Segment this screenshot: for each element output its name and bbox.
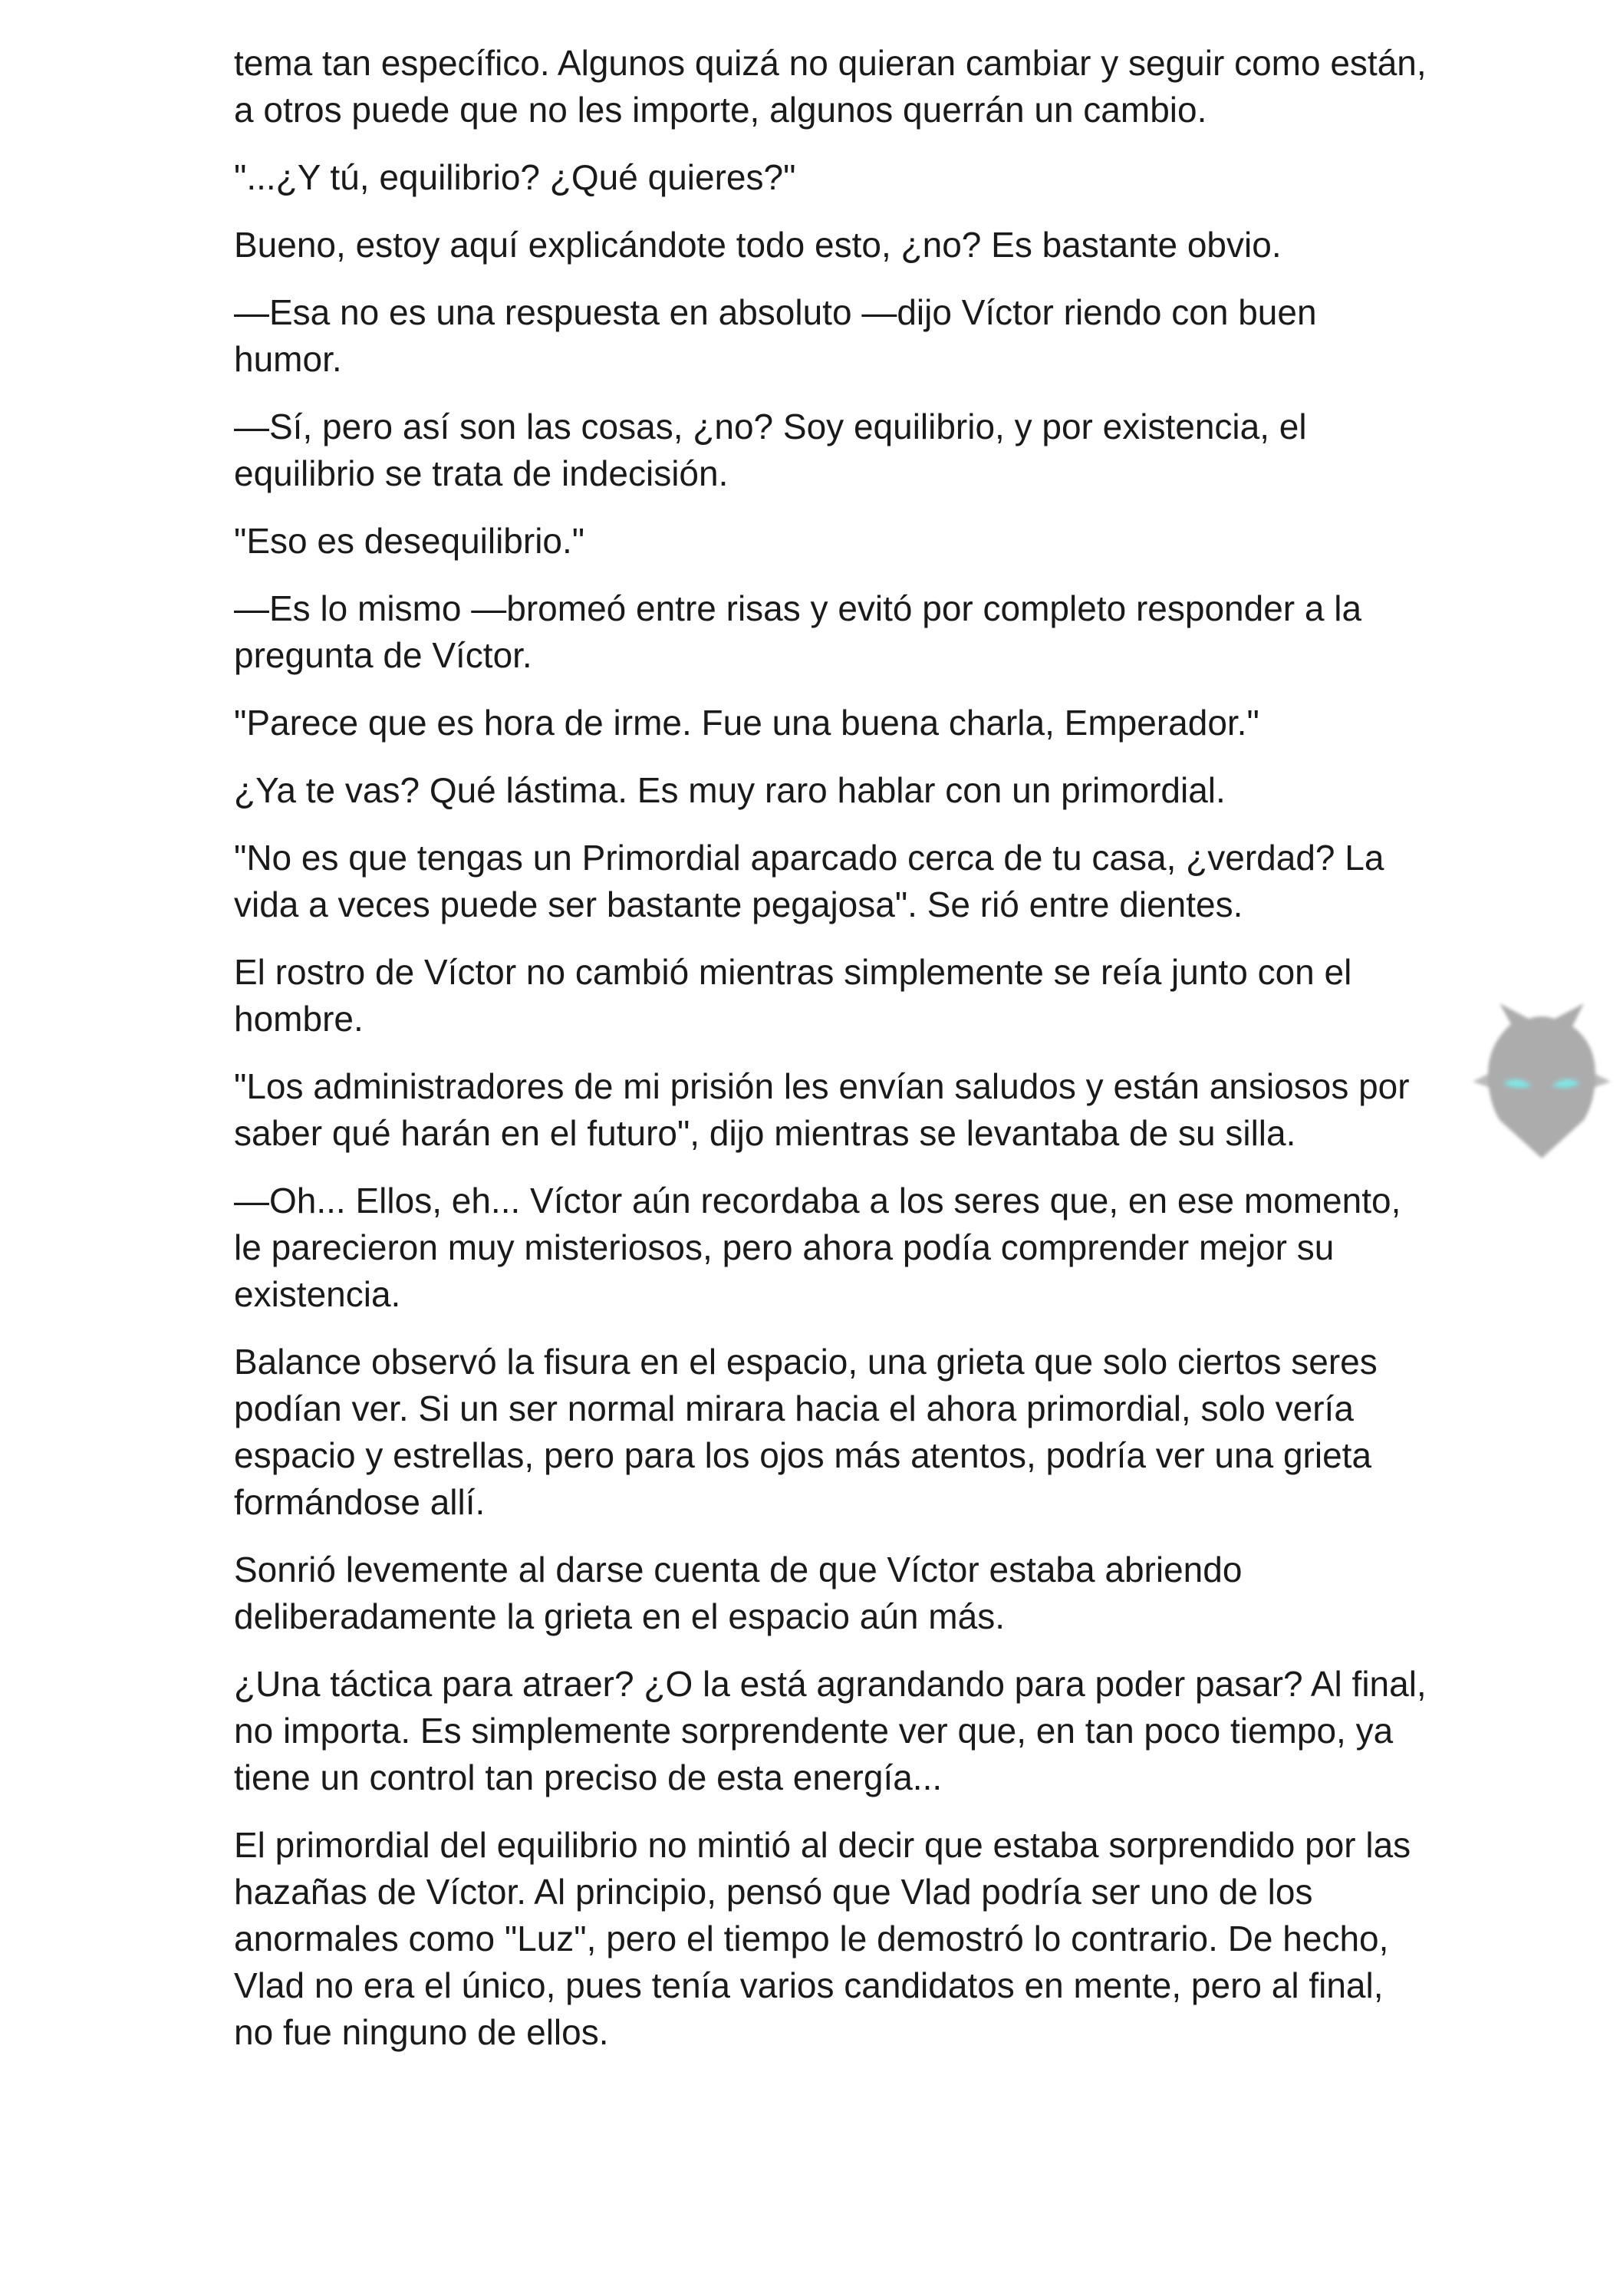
document-body [234,40,1430,2077]
paragraph: Bueno, estoy aquí explicándote todo esto, ¿no? Es bastante obvio. [234,225,1282,265]
paragraph: "Los administradores de mi prisión les envían saludos y están ansiosos por saber qué harán en el futuro", dijo mientras se levantaba de su silla. [234,1066,1410,1153]
paragraph: —Sí, pero así son las cosas, ¿no? Soy equilibrio, y por existencia, el equilibrio se trata de indecisión. [234,407,1307,493]
paragraph: "Parece que es hora de irme. Fue una buena charla, Emperador." [234,703,1259,743]
paragraph: —Esa no es una respuesta en absoluto —dijo Víctor riendo con buen humor. [234,292,1317,379]
paragraph: "No es que tengas un Primordial aparcado cerca de tu casa, ¿verdad? La vida a veces puede ser bastante pegajosa". Se rió entre dientes. [234,838,1384,924]
paragraph: tema tan específico. Algunos quizá no quieran cambiar y seguir como están, a otros puede que no les importe, algunos querrán un cambio. [234,43,1427,130]
paragraph: ¿Ya te vas? Qué lástima. Es muy raro hablar con un primordial. [234,770,1226,810]
paragraph: ¿Una táctica para atraer? ¿O la está agrandando para poder pasar? Al final, no importa. Es simplemente sorprendente ver que, en tan poco tiempo, ya tiene un control tan preciso de esta energía... [234,1664,1427,1797]
paragraph: "...¿Y tú, equilibrio? ¿Qué quieres?" [234,157,796,197]
paragraph: "Eso es desequilibrio." [234,521,585,561]
paragraph: Balance observó la fisura en el espacio, una grieta que solo ciertos seres podían ver. Si un ser normal mirara hacia el ahora primordial, solo vería espacio y estrellas, pero para los ojos más atentos, podría ver una grieta formándose allí. [234,1342,1378,1522]
paragraph: Sonrió levemente al darse cuenta de que Víctor estaba abriendo deliberadamente la grieta en el espacio aún más. [234,1550,1243,1636]
paragraph: —Oh... Ellos, eh... Víctor aún recordaba a los seres que, en ese momento, le parecieron muy misteriosos, pero ahora podía comprender mejor su existencia. [234,1181,1401,1314]
paragraph: —Es lo mismo —bromeó entre risas y evitó por completo responder a la pregunta de Víctor. [234,588,1362,675]
paragraph: El rostro de Víctor no cambió mientras simplemente se reía junto con el hombre. [234,952,1352,1039]
paragraph: El primordial del equilibrio no mintió al decir que estaba sorprendido por las hazañas de Víctor. Al principio, pensó que Vlad podría ser uno de los anormales como "Luz", pero el tiempo le demostró lo contrario. De hecho, Vlad no era el único, pues tenía varios candidatos en mente, pero al final, no fue ninguno de ellos. [234,1825,1411,2052]
demon-head-watermark-icon [1469,997,1615,1162]
